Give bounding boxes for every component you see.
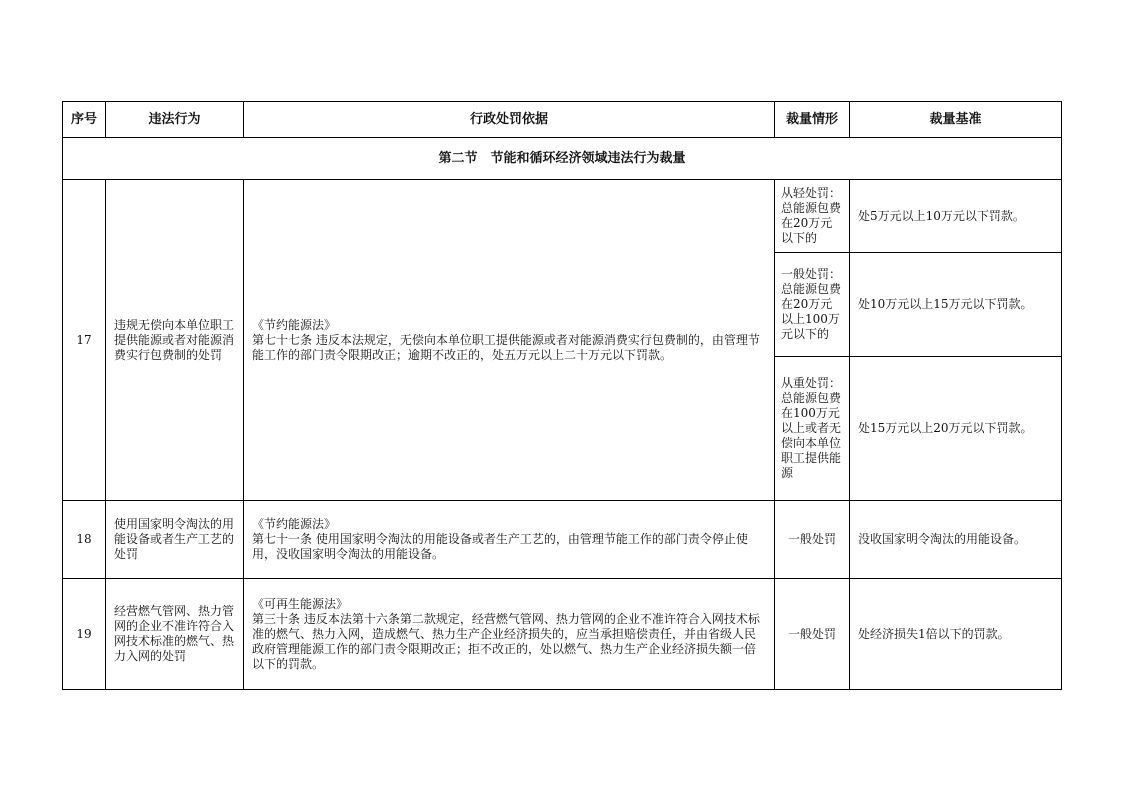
discretion-situation: 从轻处罚：总能源包费在20万元以下的 (775, 180, 850, 253)
table-row (63, 180, 1062, 253)
penalty-basis (244, 180, 775, 501)
law-name: 《可再生能源法》 (252, 596, 349, 611)
discretion-situation: 从重处罚：总能源包费在100万元以上或者无偿向本单位职工提供能源 (775, 357, 850, 501)
table-header-row (63, 102, 1062, 138)
table-row (63, 501, 1062, 579)
law-article: 第三十条 违反本法第十六条第二款规定，经营燃气管网、热力管网的企业不准许符合入网技术标准的燃气、热力入网，造成燃气、热力生产企业经济损失的，应当承担赔偿责任，并由省级人民政府管理能源工作的部门责令限期改正；拒不改正的，处以燃气、热力生产企业经济损失额一倍以下的罚款。 (252, 611, 760, 671)
table-row (63, 579, 1062, 690)
penalty-basis (244, 501, 775, 579)
illegal-act: 使用国家明令淘汰的用能设备或者生产工艺的处罚 (106, 501, 244, 579)
header-act: 违法行为 (106, 102, 244, 138)
law-name: 《节约能源法》 (252, 517, 337, 531)
illegal-act: 经营燃气管网、热力管网的企业不准许符合入网技术标准的燃气、热力入网的处罚 (106, 579, 244, 690)
row-number: 19 (63, 579, 106, 690)
discretion-situation: 一般处罚 (775, 579, 850, 690)
illegal-act: 违规无偿向本单位职工提供能源或者对能源消费实行包费制的处罚 (106, 180, 244, 501)
header-situation: 裁量情形 (775, 102, 850, 138)
header-basis: 行政处罚依据 (244, 102, 775, 138)
penalty-discretion-table (62, 101, 1062, 690)
header-standard: 裁量基准 (850, 102, 1062, 138)
discretion-standard: 处5万元以上10万元以下罚款。 (850, 180, 1062, 253)
discretion-situation: 一般处罚 (775, 501, 850, 579)
discretion-standard: 处15万元以上20万元以下罚款。 (850, 357, 1062, 501)
row-number: 18 (63, 501, 106, 579)
discretion-standard: 处10万元以上15万元以下罚款。 (850, 253, 1062, 357)
discretion-situation: 一般处罚：总能源包费在20万元以上100万元以下的 (775, 253, 850, 357)
discretion-standard: 没收国家明令淘汰的用能设备。 (850, 501, 1062, 579)
law-name: 《节约能源法》 (252, 317, 337, 332)
law-article: 第七十七条 违反本法规定，无偿向本单位职工提供能源或者对能源消费实行包费制的，由管理节能工作的部门责令限期改正；逾期不改正的，处五万元以上二十万元以下罚款。 (252, 332, 760, 362)
row-number: 17 (63, 180, 106, 501)
discretion-standard: 处经济损失1倍以下的罚款。 (850, 579, 1062, 690)
penalty-basis (244, 579, 775, 690)
header-no: 序号 (63, 102, 106, 138)
law-article: 第七十一条 使用国家明令淘汰的用能设备或者生产工艺的，由管理节能工作的部门责令停止使用，没收国家明令淘汰的用能设备。 (252, 532, 748, 561)
section-title: 第二节 节能和循环经济领域违法行为裁量 (63, 138, 1062, 180)
section-row (63, 138, 1062, 180)
